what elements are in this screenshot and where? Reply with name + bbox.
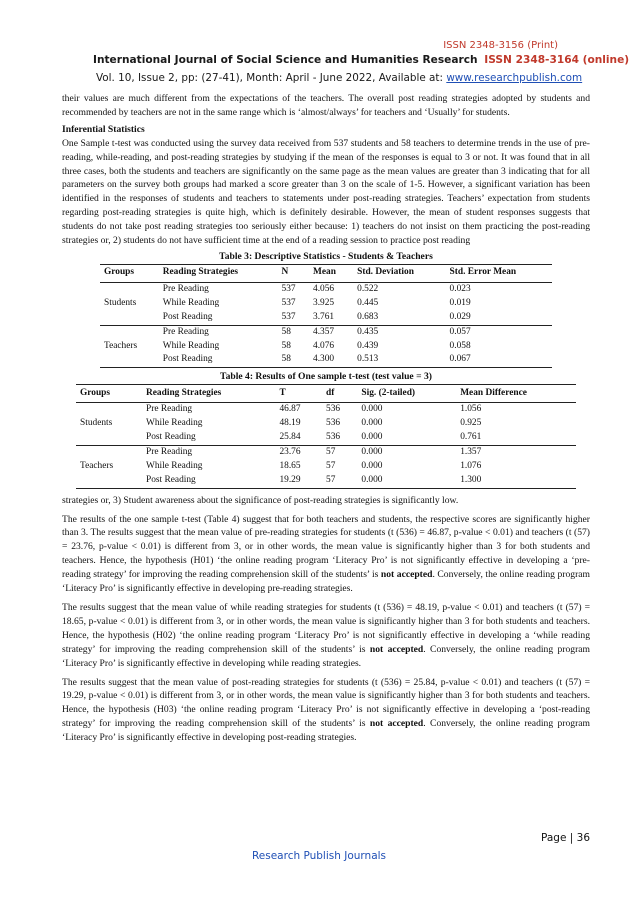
- table3-header: Mean: [313, 267, 336, 278]
- table4-header-row: [76, 385, 576, 403]
- table-cell: 0.067: [449, 354, 471, 365]
- table3-header-row: [100, 264, 552, 282]
- table4-header: Reading Strategies: [146, 387, 222, 398]
- table-cell: 3.761: [313, 311, 335, 322]
- issn-print: ISSN 2348-3156 (Print): [443, 40, 558, 51]
- table-cell: 58: [281, 354, 291, 365]
- table3-header: N: [281, 267, 289, 278]
- table-cell: 0.000: [361, 418, 383, 429]
- table-row: [100, 297, 552, 311]
- table-cell: While Reading: [146, 418, 203, 429]
- table-cell: 4.357: [313, 326, 335, 337]
- table-cell: 4.056: [313, 283, 335, 294]
- paragraph-4: [62, 601, 590, 671]
- table-cell: 0.439: [357, 340, 379, 351]
- table-cell: 23.76: [279, 446, 301, 457]
- table-cell: 0.445: [357, 297, 379, 308]
- table-cell: 57: [326, 474, 336, 485]
- table-row: [76, 460, 576, 474]
- table3-header: Reading Strategies: [162, 267, 239, 278]
- table-cell: Post Reading: [162, 354, 213, 365]
- paragraph-5-bold: not accepted: [369, 718, 424, 730]
- table-cell: 57: [326, 446, 336, 457]
- table-cell: 0.513: [357, 354, 379, 365]
- paragraph-3-end: . Conversely, the online reading program ‘Literacy Pro’ is significantly effective in developing pre-reading strategies.: [62, 569, 590, 595]
- table-row: [76, 417, 576, 431]
- table-cell: 0.761: [460, 432, 482, 443]
- table-cell: 0.522: [357, 283, 379, 294]
- table-cell: 57: [326, 460, 336, 471]
- paragraph-3-bold: not accepted: [380, 569, 433, 581]
- table-row: [100, 325, 552, 339]
- table-cell: While Reading: [162, 340, 220, 351]
- table-cell: 0.019: [449, 297, 471, 308]
- table-cell: 0.000: [361, 432, 383, 443]
- journal-title: International Journal of Social Science and Humanities Research: [93, 54, 478, 66]
- group-cell: Teachers: [80, 460, 114, 471]
- table4-caption: Table 4: Results of One sample t-test (test value = 3): [220, 371, 432, 383]
- volume-info-line: [96, 72, 638, 84]
- page-content: [62, 92, 590, 745]
- table-cell: Post Reading: [146, 432, 196, 443]
- table-cell: 19.29: [279, 474, 301, 485]
- table-cell: 0.435: [357, 326, 379, 337]
- table-cell: 1.076: [460, 460, 482, 471]
- table-cell: While Reading: [162, 297, 220, 308]
- table3-header: Groups: [104, 267, 135, 278]
- paragraph-2: strategies or, 3) Student awareness about the significance of post-reading strategies is significantly low.: [62, 494, 459, 506]
- group-cell: Students: [104, 297, 137, 308]
- issn-online: ISSN 2348-3164 (online): [484, 54, 630, 66]
- paragraph-4-text: The results suggest that the mean value of while reading strategies for students (t (536) = 48.19, p-value < 0.01) and teachers (t (57) = 18.65, p-value < 0.01) is different from 3, or in other words, the mean value is significantly higher than 3 for both students and teachers. Hence, the hypothesis (H02) ‘the online reading program ‘Literacy Pro’ is not significantly effective in developing a ‘while reading strategy’ for improving the reading comprehension skill of the students’ is: [62, 602, 590, 655]
- table-cell: 0.000: [361, 404, 383, 415]
- paragraph-5-text: The results suggest that the mean value of post-reading strategies for students (t (536) = 25.84, p-value < 0.01) and teachers (t (57) = 19.29, p-value < 0.01) is different from 3, or in other words, the mean value is significantly higher than 3 for both students and teachers. Hence, the hypothesis (H03) ‘the online reading program ‘Literacy Pro’ is not significantly effective in developing a ‘post-reading strategy’ for improving the reading comprehension skill of the students’ is: [62, 676, 590, 730]
- table-row: [76, 445, 576, 459]
- table-cell: 58: [281, 340, 291, 351]
- table-cell: 46.87: [279, 404, 301, 415]
- table-row: [100, 282, 552, 296]
- publisher-link[interactable]: Research Publish Journals: [251, 850, 387, 862]
- table-cell: Pre Reading: [146, 404, 193, 415]
- table4-header: df: [326, 387, 335, 398]
- table-cell: 537: [281, 311, 296, 322]
- table-row: [100, 311, 552, 325]
- group-cell: Students: [80, 418, 113, 429]
- table4-header: Groups: [80, 387, 111, 398]
- table-cell: 0.029: [449, 311, 471, 322]
- table4-header: Mean Difference: [460, 387, 527, 398]
- paragraph-1: One Sample t-test was conducted using the survey data received from 537 students and 58 teachers to determine trends in the use of pre-reading, while-reading, and post-reading strategies by studying if the mean of the responses is equal to 3 or not. It was found that in all three cases, both the students and teachers are significantly on the same page as the mean values are greater than 3 indicating that for all parameters on the survey both groups had marked a score greater than 3 on the scale of 1-5. However, a significant variation has been identified in the responses of students and teachers to statements under post-reading strategies. Teachers’ expectation from students regarding post-reading strategies is quite high, which is definitely desirable. However, the mean of student responses suggests that students do not take post reading strategies too seriously either because: 1) teachers do not insist on them practicing the post-reading strategies or, 2) students do not have sufficient time at the end of a reading session to practice post reading: [62, 137, 590, 247]
- table3-caption: Table 3: Descriptive Statistics - Students & Teachers: [219, 250, 433, 262]
- table-cell: 537: [281, 297, 296, 308]
- table4: [76, 384, 576, 488]
- table3-header: Std. Error Mean: [449, 267, 517, 278]
- table-cell: 0.683: [357, 311, 379, 322]
- table-cell: 0.925: [460, 418, 482, 429]
- table-cell: 0.000: [361, 446, 383, 457]
- table-cell: 536: [326, 404, 341, 415]
- table-cell: 0.057: [449, 326, 471, 337]
- table-cell: Pre Reading: [146, 446, 193, 457]
- paragraph-5-end: . Conversely, the online reading program ‘Literacy Pro’ is significantly effective in developing post-reading strategies.: [62, 718, 590, 744]
- paragraph-3-text: The results of the one sample t-test (Table 4) suggest that for both teachers and students, the respective scores are significantly higher than 3. The results suggest that the mean value of pre-reading strategies for students (t (536) = 46.87, p-value < 0.01) and teachers (t (57) = 23.76, p-value < 0.01) is different from 3, or in other words, the mean value is significantly higher than 3 for both students and teachers. Hence, the hypothesis (H01) ‘the online reading program ‘Literacy Pro’ is not significantly effective in developing a ‘pre-reading strategy’ for improving the reading comprehension skill of the students’ is: [62, 513, 590, 581]
- table-cell: 0.058: [449, 340, 471, 351]
- table-cell: Pre Reading: [162, 326, 209, 337]
- page-number: Page | 36: [541, 832, 590, 844]
- heading-inferential-statistics: Inferential Statistics: [62, 123, 145, 135]
- table-cell: 1.357: [460, 446, 482, 457]
- website-link[interactable]: www.researchpublish.com: [446, 72, 583, 84]
- table-cell: 58: [281, 326, 291, 337]
- paragraph-5: [62, 676, 590, 746]
- paragraph-0: their values are much different from the expectations of the teachers. The overall post reading strategies adopted by students and recommended by teachers are not in the same range which is ‘almost/always’ for teachers and ‘Usually’ for students.: [62, 93, 590, 118]
- paragraph-3: [62, 513, 590, 596]
- volume-info: Vol. 10, Issue 2, pp: (27-41), Month: April - June 2022, Available at:: [96, 72, 447, 84]
- table-cell: 4.076: [313, 340, 335, 351]
- group-cell: Teachers: [104, 340, 138, 351]
- paragraph-4-end: . Conversely, the online reading program ‘Literacy Pro’ is significantly effective in developing while reading strategies.: [62, 643, 590, 669]
- table-cell: 48.19: [279, 418, 301, 429]
- table-cell: 0.000: [361, 474, 383, 485]
- table-cell: Pre Reading: [162, 283, 209, 294]
- table-cell: 1.300: [460, 474, 482, 485]
- table-cell: 0.000: [361, 460, 383, 471]
- table-cell: 537: [281, 283, 296, 294]
- table4-header: Sig. (2-tailed): [361, 387, 416, 398]
- table-cell: Post Reading: [146, 474, 196, 485]
- table3: [100, 264, 552, 368]
- table-row: [100, 353, 552, 367]
- table-row: [76, 403, 576, 417]
- table-cell: 18.65: [279, 460, 301, 471]
- table-cell: 0.023: [449, 283, 471, 294]
- table-cell: 3.925: [313, 297, 335, 308]
- table3-header: Std. Deviation: [357, 267, 414, 278]
- table4-header: T: [279, 387, 286, 398]
- table-cell: Post Reading: [162, 311, 213, 322]
- table-row: [100, 340, 552, 354]
- table-cell: While Reading: [146, 460, 203, 471]
- table-row: [76, 431, 576, 445]
- journal-header-line: [93, 54, 638, 66]
- table-cell: 4.300: [313, 354, 335, 365]
- table-cell: 25.84: [279, 432, 301, 443]
- table-cell: 536: [326, 432, 341, 443]
- paragraph-4-bold: not accepted: [369, 643, 424, 655]
- table-cell: 1.056: [460, 404, 482, 415]
- table-cell: 536: [326, 418, 341, 429]
- table-row: [76, 474, 576, 488]
